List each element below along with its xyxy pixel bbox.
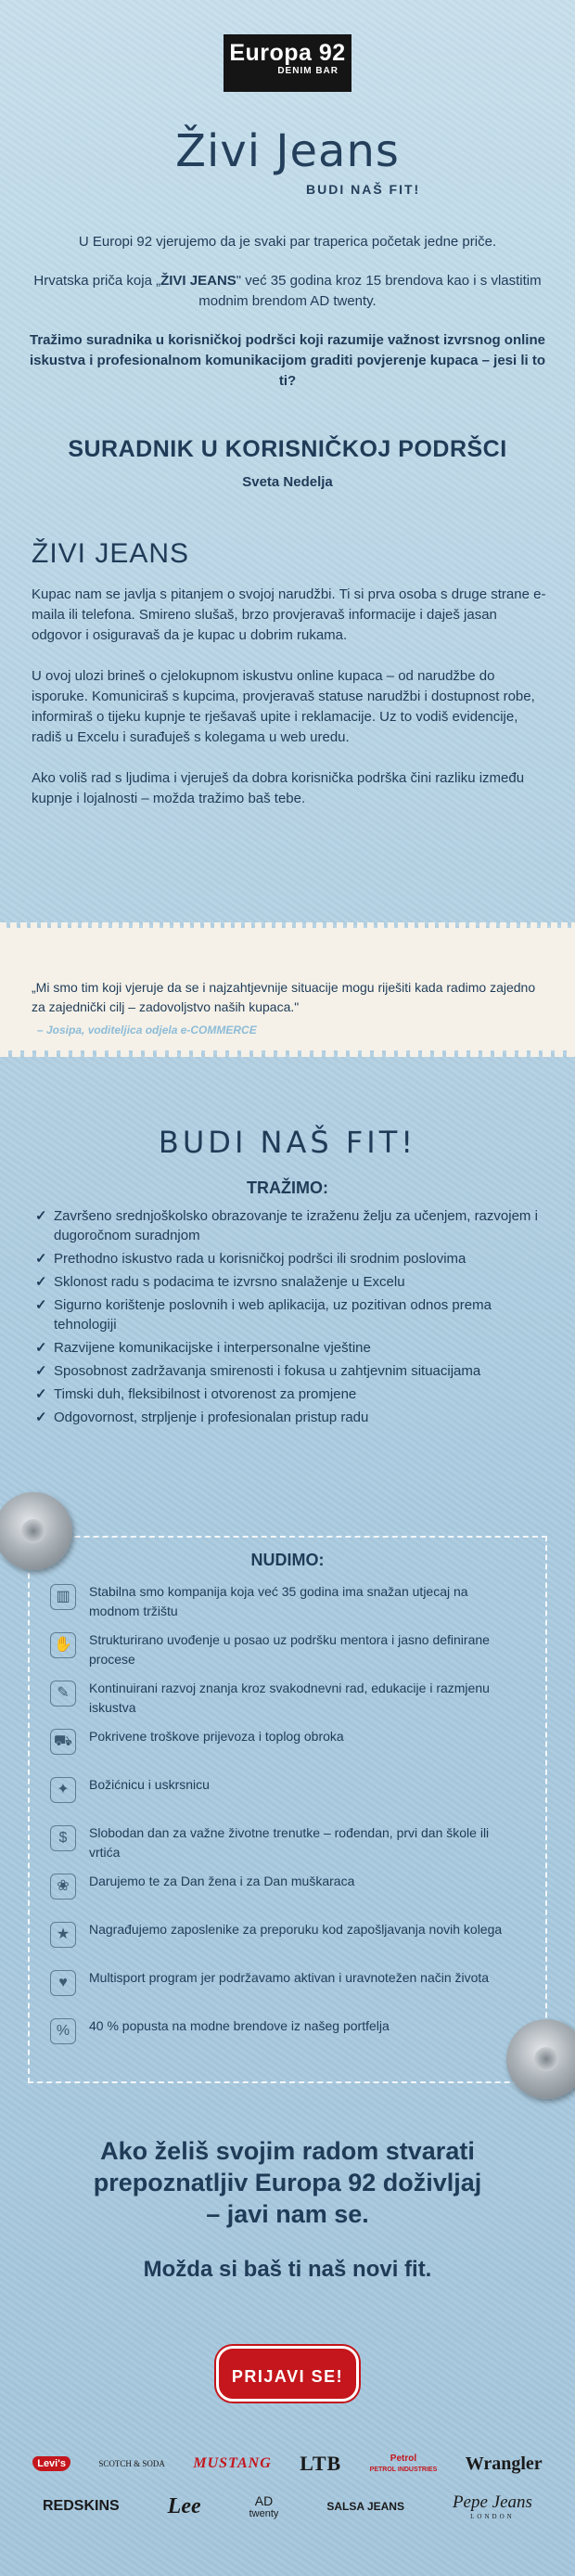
brand-row-1 [19, 2442, 556, 2485]
list-item: ✓ Odgovornost, strpljenje i profesionalan pristup radu [35, 1410, 369, 1425]
building-icon: ▥ [50, 1584, 76, 1610]
cta-subtext: Možda si baš ti naš novi fit. [143, 2257, 432, 2282]
about-text [32, 585, 547, 830]
list-item: ✓ Timski duh, fleksibilnost i otvorenost za promjene [35, 1386, 357, 1402]
requirements-list [33, 1206, 553, 1431]
quote-author: – Josipa, voditeljica odjela e-COMMERCE [37, 1024, 257, 1037]
intro-text [28, 232, 547, 410]
offers-list [48, 1582, 521, 2065]
wrangler-logo[interactable]: Wrangler [465, 2453, 543, 2474]
car-icon: ⛟ [50, 1729, 76, 1755]
about-heading: ŽIVI JEANS [32, 538, 190, 569]
present-icon: ❀ [50, 1874, 76, 1900]
fit-heading: BUDI NAŠ FIT! [158, 1125, 417, 1160]
list-item: ⛟ Pokrivene troškove prijevoza i toplog obroka [48, 1727, 521, 1766]
about-paragraph-2: U ovoj ulozi brineš o cjelokupnom iskustvu online kupaca – od narudžbe do isporuke. Komuniciraš s kupcima, provjeravaš statuse narudžbi i dostupnost robe, informiraš o tijeku kupnje te rješavaš upite i reklamacije. Uz to vodiš evidencije, radiš u Excelu i surađuješ s kolegama u web uredu. [32, 668, 535, 745]
about-paragraph-3: Ako voliš rad s ljudima i vjeruješ da dobra korisnička podrška čini razliku između kupnje i lojalnosti – možda tražimo baš tebe. [32, 770, 525, 806]
fitness-icon: ♥ [50, 1970, 76, 1996]
reward-icon: ★ [50, 1922, 76, 1948]
logo-name: Europa 92 [229, 40, 346, 66]
check-icon: ✓ [35, 1340, 47, 1356]
brand-logos [19, 2442, 556, 2528]
list-item: ✓ Prethodno iskustvo rada u korisničkoj podršci ili srodnim poslovima [35, 1251, 466, 1267]
brand-row-2 [19, 2485, 556, 2528]
intro-paragraph-2: Hrvatska priča koja „ŽIVI JEANS" već 35 godina kroz 15 brendova kao i s vlastitim modnim brendom AD twenty. [33, 273, 542, 309]
list-item: ✓ Sposobnost zadržavanja smirenosti i fokusa u zahtjevnim situacijama [35, 1363, 481, 1379]
logo-subtitle: DENIM BAR [277, 66, 339, 76]
list-item: ✓ Sklonost radu s podacima te izvrsno snalaženje u Excelu [35, 1274, 405, 1290]
list-item: ★ Nagrađujemo zaposlenike za preporuku kod zapošljavanja novih kolega [48, 1920, 521, 1959]
check-icon: ✓ [35, 1274, 47, 1290]
offers-heading: NUDIMO: [250, 1551, 325, 1569]
list-item: % 40 % popusta na modne brendove iz našeg portfelja [48, 2016, 521, 2055]
petrol-logo[interactable]: Petrol PETROL INDUSTRIES [369, 2454, 438, 2473]
twenty-logo[interactable]: AD twenty [249, 2493, 279, 2519]
title-tagline: BUDI NAŠ FIT! [306, 182, 421, 197]
handshake-icon: ✋ [50, 1632, 76, 1658]
job-location: Sveta Nedelja [242, 474, 333, 490]
intro-paragraph-3: Tražimo suradnika u korisničkoj podršci koji razumije važnost izvrsnog online iskustva i profesionalnom komunikacijom graditi povjerenje kupaca – jesi li to ti? [30, 332, 545, 389]
page-title: Živi Jeans [175, 125, 400, 177]
cta-text: Ako želiš svojim radom stvarati prepoznatljiv Europa 92 doživljaj – javi nam se. [93, 2137, 482, 2228]
check-icon: ✓ [35, 1251, 47, 1267]
list-item: $ Slobodan dan za važne životne trenutke – rođendan, prvi dan škole ili vrtića [48, 1823, 521, 1862]
lee-logo[interactable]: Lee [167, 2493, 201, 2518]
list-item: ✦ Božićnicu i uskrsnicu [48, 1775, 521, 1814]
job-title: SURADNIK U KORISNIČKOJ PODRŠCI [68, 436, 507, 462]
europa92-logo[interactable] [224, 34, 351, 92]
intro-paragraph-1: U Europi 92 vjerujemo da je svaki par traperica početak jedne priče. [78, 234, 497, 250]
list-item: ♥ Multisport program jer podržavamo aktivan i uravnotežen način života [48, 1968, 521, 2007]
list-item: ✓ Sigurno korištenje poslovnih i web aplikacija, uz pozitivan odnos prema tehnologiji [35, 1297, 492, 1333]
check-icon: ✓ [35, 1386, 47, 1402]
salsa-jeans-logo[interactable]: SALSA JEANS [326, 2500, 404, 2513]
check-icon: ✓ [35, 1410, 47, 1425]
money-bag-icon: $ [50, 1825, 76, 1851]
list-item: ✓ Razvijene komunikacijske i interpersonalne vještine [35, 1340, 371, 1356]
ltb-logo[interactable]: LTB [300, 2452, 342, 2475]
list-item: ▥ Stabilna smo kompanija koja već 35 godina ima snažan utjecaj na modnom tržištu [48, 1582, 521, 1621]
requirements-heading: TRAŽIMO: [247, 1179, 328, 1197]
gift-icon: ✦ [50, 1777, 76, 1803]
list-item: ❀ Darujemo te za Dan žena i za Dan muškaraca [48, 1872, 521, 1911]
check-icon: ✓ [35, 1297, 47, 1313]
list-item: ✋ Strukturirano uvođenje u posao uz podršku mentora i jasno definirane procese [48, 1630, 521, 1669]
pepe-jeans-logo[interactable]: Pepe Jeans LONDON [452, 2492, 532, 2520]
scotch-soda-logo[interactable]: SCOTCH & SODA [98, 2459, 165, 2468]
about-paragraph-1: Kupac nam se javlja s pitanjem o svojoj narudžbi. Ti si prva osoba s druge strane e-maila ili telefona. Smireno slušaš, brzo provjeravaš informacije i daješ jasan odgovor i osiguravaš da je kupac u dobrim rukama. [32, 586, 546, 643]
quote-text: „Mi smo tim koji vjeruje da se i najzahtjevnije situacije mogu riješiti kada radimo zajedno za zajednički cilj – zadovoljstvo naših kupaca." [32, 980, 536, 1014]
apply-button[interactable]: PRIJAVI SE! [216, 2346, 359, 2402]
mustang-logo[interactable]: MUSTANG [193, 2455, 272, 2471]
list-item: ✓ Završeno srednjoškolsko obrazovanje te izraženu želju za učenjem, razvojem i dugoročnom suradnjom [35, 1208, 538, 1243]
levis-logo[interactable]: Levi's [32, 2456, 70, 2471]
check-icon: ✓ [35, 1208, 47, 1224]
redskins-logo[interactable]: REDSKINS [42, 2498, 120, 2514]
check-icon: ✓ [35, 1363, 47, 1379]
graduation-icon: ✎ [50, 1681, 76, 1707]
discount-tag-icon: % [50, 2018, 76, 2044]
list-item: ✎ Kontinuirani razvoj znanja kroz svakodnevni rad, edukacije i razmjenu iskustva [48, 1679, 521, 1718]
